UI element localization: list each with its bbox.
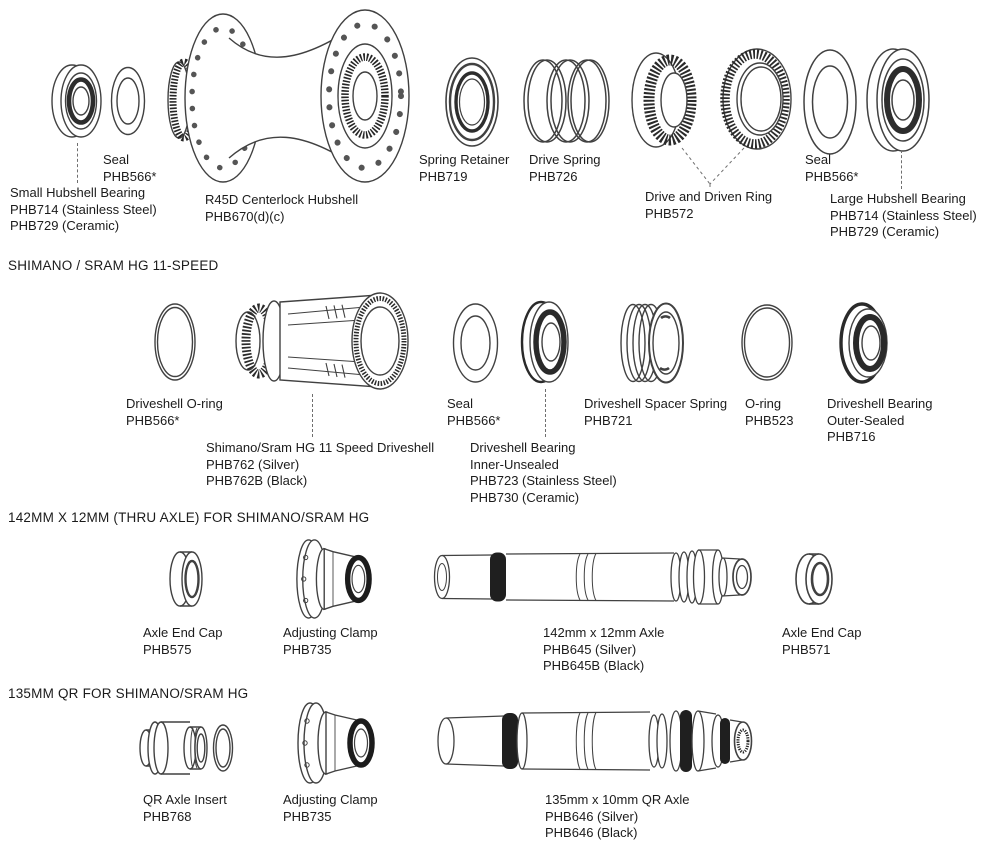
label-line: Seal (103, 152, 130, 167)
axle-end-cap-571-drawing (792, 551, 838, 607)
driveshell-icon (230, 290, 412, 392)
end-cap-icon (792, 551, 838, 607)
hubshell-drawing (163, 8, 411, 190)
bearing-ring-icon (865, 46, 935, 154)
label-line: PHB714 (Stainless Steel) (10, 201, 157, 217)
label-line: PHB735 (283, 808, 332, 824)
label-line: PHB714 (Stainless Steel) (830, 207, 977, 223)
part-label-seal-left (103, 152, 156, 185)
label-line: PHB723 (Stainless Steel) (470, 473, 617, 488)
label-line: O-ring (745, 396, 782, 411)
label-line: Axle End Cap (782, 625, 862, 640)
label-line: PHB730 (Ceramic) (470, 489, 580, 505)
axle-end-cap-575-drawing (167, 549, 207, 609)
leader-line (312, 394, 313, 437)
seal-left-drawing (110, 66, 146, 136)
label-line: Spring Retainer (419, 152, 510, 167)
part-label-bearing-inner (470, 440, 617, 506)
label-line: Driveshell Bearing (827, 396, 933, 411)
label-line: Outer-Sealed (827, 412, 905, 428)
part-label-axle-135 (545, 792, 690, 842)
part-label-end-cap-575 (143, 625, 223, 658)
driven-ring-drawing (720, 48, 795, 151)
oring-523-drawing (740, 303, 794, 382)
label-line: PHB729 (Ceramic) (830, 224, 940, 239)
o-ring-icon (153, 302, 197, 382)
part-label-adjusting-clamp-1 (283, 625, 378, 658)
part-label-spacer-spring (584, 396, 727, 429)
bearing-ring-icon (520, 300, 573, 385)
label-line: PHB646 (Black) (545, 825, 638, 840)
leader-line (901, 150, 902, 189)
section-title-thru-axle: 142MM X 12MM (THRU AXLE) FOR SHIMANO/SRAM HG (8, 510, 370, 525)
leader-lines-icon (672, 146, 752, 190)
label-line: Driveshell O-ring (126, 396, 223, 411)
label-line: PHB735 (283, 641, 332, 657)
retainer-ring-icon (444, 56, 500, 148)
label-line: PHB523 (745, 412, 794, 428)
part-label-driveshell (206, 440, 434, 490)
part-label-spring-retainer (419, 152, 509, 185)
seal-ring-icon (452, 302, 499, 384)
toothed-rings-icon (720, 48, 795, 151)
label-line: PHB566* (103, 168, 157, 184)
label-line: Seal (447, 396, 474, 411)
axle-142-drawing (428, 546, 762, 608)
label-line: Axle End Cap (143, 625, 223, 640)
label-line: PHB571 (782, 641, 831, 657)
section-title-qr: 135MM QR FOR SHIMANO/SRAM HG (8, 686, 249, 701)
driveshell-bearing-inner-drawing (520, 300, 573, 385)
label-line: QR Axle Insert (143, 792, 227, 807)
driveshell-seal-drawing (452, 302, 499, 384)
section-title-driveshell: SHIMANO / SRAM HG 11-SPEED (8, 258, 219, 273)
small-hubshell-bearing-drawing (50, 62, 106, 140)
qr-axle-insert-drawing (136, 708, 236, 788)
label-line: PHB726 (529, 168, 578, 184)
label-line: PHB645 (Silver) (543, 641, 637, 657)
adjusting-clamp-2-drawing (295, 700, 375, 786)
part-label-adjusting-clamp-2 (283, 792, 378, 825)
label-line: R45D Centerlock Hubshell (205, 192, 359, 207)
label-line: PHB716 (827, 429, 876, 444)
part-label-qr-insert (143, 792, 227, 825)
axle-135-drawing (432, 698, 762, 782)
label-line: PHB762 (Silver) (206, 456, 300, 472)
part-label-bearing-outer (827, 396, 933, 446)
label-line: Driveshell Bearing (470, 440, 576, 455)
toothed-rings-icon (630, 50, 700, 150)
seal-ring-icon (802, 48, 858, 156)
label-line: Large Hubshell Bearing (830, 191, 966, 206)
label-line: PHB645B (Black) (543, 658, 645, 673)
label-line: 135mm x 10mm QR Axle (545, 792, 690, 807)
spacer-spring-drawing (618, 302, 688, 384)
label-line: 142mm x 12mm Axle (543, 625, 665, 640)
label-line: PHB670(d)(c) (205, 208, 285, 224)
large-hubshell-bearing-drawing (865, 46, 935, 154)
label-line: Seal (805, 152, 832, 167)
driveshell-oring-drawing (153, 302, 197, 382)
label-line: PHB566* (447, 412, 501, 428)
label-line: PHB719 (419, 168, 468, 184)
seal-right-drawing (802, 48, 858, 156)
part-label-seal-right (805, 152, 858, 185)
label-line: Adjusting Clamp (283, 625, 378, 640)
label-line: PHB721 (584, 412, 633, 428)
label-line: PHB566* (805, 168, 859, 184)
thru-axle-icon (428, 546, 762, 608)
label-line: PHB566* (126, 412, 180, 428)
driveshell-body-drawing (230, 290, 412, 392)
leader-line (77, 143, 78, 183)
sealed-bearing-icon (838, 302, 894, 384)
label-line: PHB768 (143, 808, 192, 824)
label-line: Driveshell Spacer Spring (584, 396, 728, 411)
spring-retainer-drawing (444, 56, 500, 148)
label-line: PHB575 (143, 641, 192, 657)
label-line: Adjusting Clamp (283, 792, 378, 807)
label-line: Drive and Driven Ring (645, 189, 773, 204)
adjusting-clamp-drawing (293, 538, 373, 620)
drive-ring-drawing (630, 50, 700, 150)
label-line: Shimano/Sram HG 11 Speed Driveshell (206, 440, 435, 455)
seal-ring-icon (110, 66, 146, 136)
part-label-oring-523 (745, 396, 793, 429)
coil-spring-icon (522, 58, 610, 144)
part-label-end-cap-571 (782, 625, 862, 658)
label-line: Inner-Unsealed (470, 456, 559, 472)
label-line: PHB646 (Silver) (545, 808, 639, 824)
leader-line (545, 389, 546, 437)
hubshell-icon (163, 8, 411, 190)
label-line: Drive Spring (529, 152, 601, 167)
qr-insert-icon (136, 708, 236, 788)
part-label-hubshell (205, 192, 358, 225)
adjusting-clamp-icon (295, 700, 375, 786)
o-ring-icon (740, 303, 794, 382)
driveshell-bearing-outer-drawing (838, 302, 894, 384)
label-line: PHB572 (645, 205, 694, 221)
part-label-drive-spring (529, 152, 601, 185)
qr-axle-icon (432, 698, 762, 782)
part-label-driveshell-oring (126, 396, 223, 429)
end-cap-icon (167, 549, 207, 609)
part-label-driveshell-seal (447, 396, 500, 429)
spacer-spring-icon (618, 302, 688, 384)
part-label-large-bearing (830, 191, 977, 241)
adjusting-clamp-icon (293, 538, 373, 620)
part-label-small-bearing (10, 185, 157, 235)
bearing-ring-icon (50, 62, 106, 140)
drive-spring-drawing (522, 58, 610, 144)
part-label-drive-driven-ring (645, 189, 772, 222)
label-line: PHB762B (Black) (206, 473, 308, 488)
part-label-axle-142 (543, 625, 664, 675)
label-line: Small Hubshell Bearing (10, 185, 146, 200)
leader-v-shape (672, 146, 752, 190)
label-line: PHB729 (Ceramic) (10, 218, 120, 233)
